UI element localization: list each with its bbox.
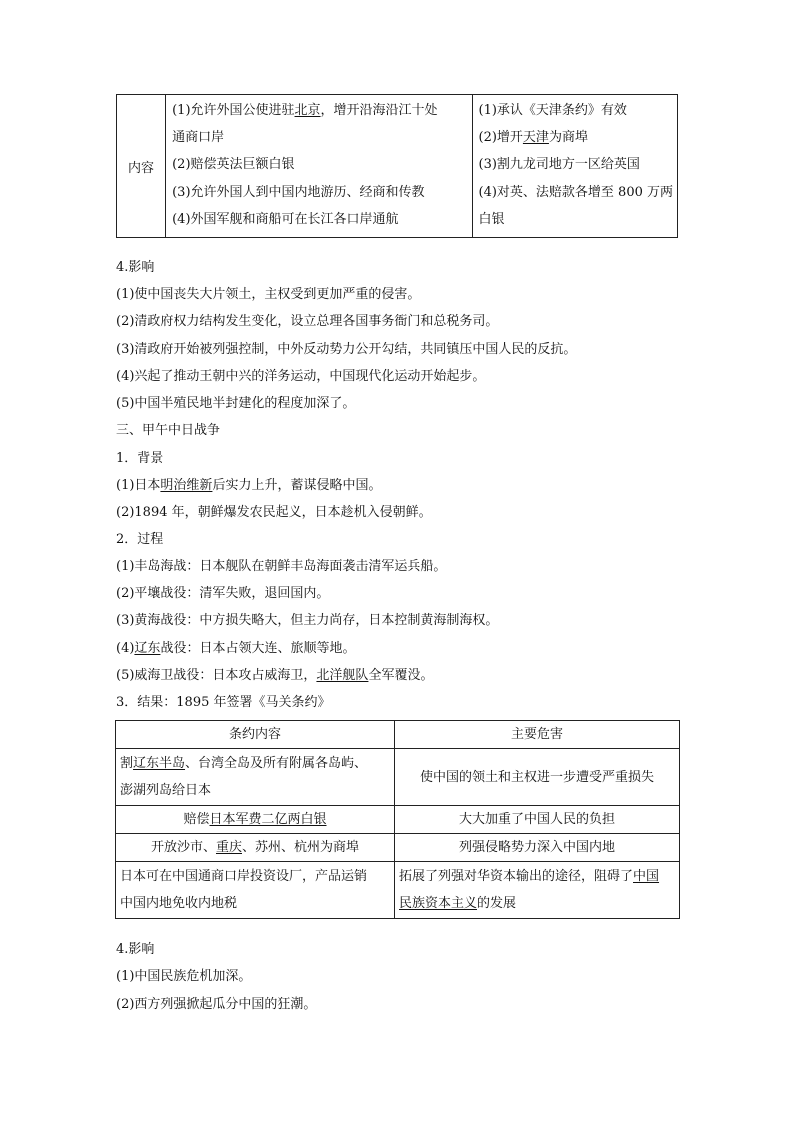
clause-line: 开放沙市、重庆、苏州、杭州为商埠 (150, 840, 360, 855)
left-line: (4)外国军舰和商船可在长江各口岸通航 (172, 211, 399, 227)
harm-cell (395, 806, 680, 834)
row-label-cell (117, 95, 166, 238)
impact-item: (2)清政府权力结构发生变化，设立总理各国事务衙门和总税务司。 (116, 314, 499, 329)
process-item: (1)丰岛海战：日本舰队在朝鲜丰岛海面袭击清军运兵船。 (116, 559, 447, 574)
clause-cell (116, 749, 395, 806)
subheading-process: 2．过程 (116, 532, 164, 547)
clause-line: 赔偿日本军费二亿两白银 (183, 812, 327, 827)
clause-cell (116, 834, 395, 862)
left-line: 通商口岸 (172, 130, 225, 146)
impact-item: (1)中国民族危机加深。 (116, 969, 252, 984)
underlined-term: 明治维新 (160, 478, 213, 493)
section-heading-impact: 4.影响 (116, 260, 155, 275)
left-line: (2)赔偿英法巨额白银 (172, 157, 295, 173)
clause-line: 日本可在中国通商口岸投资设厂，产品运销 (120, 869, 368, 884)
treaty-content-table (116, 94, 678, 238)
clause-line: 中国内地免收内地税 (120, 896, 238, 911)
process-item: (2)平壤战役：清军失败，退回国内。 (116, 586, 330, 601)
process-item: (4)辽东战役：日本占领大连、旅顺等地。 (116, 641, 356, 656)
underlined-term: 辽东 (134, 641, 161, 656)
process-item: (5)威海卫战役：日本攻占威海卫，北洋舰队全军覆没。 (116, 668, 434, 683)
right-line: (1)承认《天津条约》有效 (478, 103, 627, 118)
clause-cell (116, 806, 395, 834)
underlined-term: 民族资本主义 (399, 896, 478, 911)
harm-cell (395, 862, 680, 919)
row-label: 内容 (128, 160, 155, 176)
process-item: (3)黄海战役：中方损失略大，但主力尚存，日本控制黄海制海权。 (116, 613, 499, 628)
right-line: (4)对英、法赔款各增至 800 万两 (478, 184, 673, 200)
treaty-of-shimonoseki-table (115, 720, 680, 919)
background-item: (2)1894 年，朝鲜爆发农民起义，日本趁机入侵朝鲜。 (116, 505, 432, 520)
left-content-cell (166, 95, 472, 238)
left-line: (3)允许外国人到中国内地游历、经商和传教 (172, 184, 425, 200)
harm-line: 大大加重了中国人民的负担 (458, 812, 615, 827)
impact-item: (2)西方列强掀起瓜分中国的狂潮。 (116, 997, 317, 1012)
impact-item: (5)中国半殖民地半封建化的程度加深了。 (116, 396, 356, 411)
header-cell: 主要危害 (395, 721, 680, 749)
left-line: (1)允许外国公使进驻北京，增开沿海沿江十处 (172, 103, 438, 118)
background-item: (1)日本明治维新后实力上升，蓄谋侵略中国。 (116, 478, 382, 493)
underlined-term: 中国 (633, 869, 660, 884)
right-line: (2)增开天津为商埠 (478, 130, 588, 146)
underlined-term: 天津 (522, 130, 549, 146)
impact-item: (1)使中国丧失大片领土，主权受到更加严重的侵害。 (116, 287, 421, 302)
underlined-term: 日本军费二亿两白银 (209, 812, 327, 827)
harm-cell (395, 834, 680, 862)
harm-line: 民族资本主义的发展 (399, 896, 517, 911)
underlined-term: 辽东半岛 (133, 756, 186, 771)
section-title: 三、甲午中日战争 (116, 423, 221, 438)
right-line: (3)割九龙司地方一区给英国 (478, 157, 640, 173)
subheading-result: 3．结果：1895 年签署《马关条约》 (116, 695, 331, 710)
subheading-background: 1．背景 (116, 451, 164, 466)
impact-item: (3)清政府开始被列强控制，中外反动势力公开勾结，共同镇压中国人民的反抗。 (116, 342, 577, 357)
underlined-term: 北洋舰队 (316, 668, 369, 683)
harm-line: 列强侵略势力深入中国内地 (458, 840, 615, 855)
underlined-term: 北京 (294, 103, 321, 118)
harm-line: 使中国的领土和主权进一步遭受严重损失 (419, 769, 654, 785)
section-heading-impact: 4.影响 (116, 942, 155, 957)
underlined-term: 重庆 (215, 840, 242, 855)
clause-line: 澎湖列岛给日本 (120, 783, 212, 798)
impact-item: (4)兴起了推动王朝中兴的洋务运动，中国现代化运动开始起步。 (116, 369, 486, 384)
right-line: 白银 (478, 211, 505, 227)
harm-line: 拓展了列强对华资本输出的途径，阻碍了中国 (399, 869, 660, 884)
right-content-cell (472, 95, 678, 238)
harm-cell (395, 749, 680, 806)
clause-cell (116, 862, 395, 919)
header-cell: 条约内容 (116, 721, 395, 749)
clause-line: 割辽东半岛、台湾全岛及所有附属各岛屿、 (120, 756, 368, 771)
